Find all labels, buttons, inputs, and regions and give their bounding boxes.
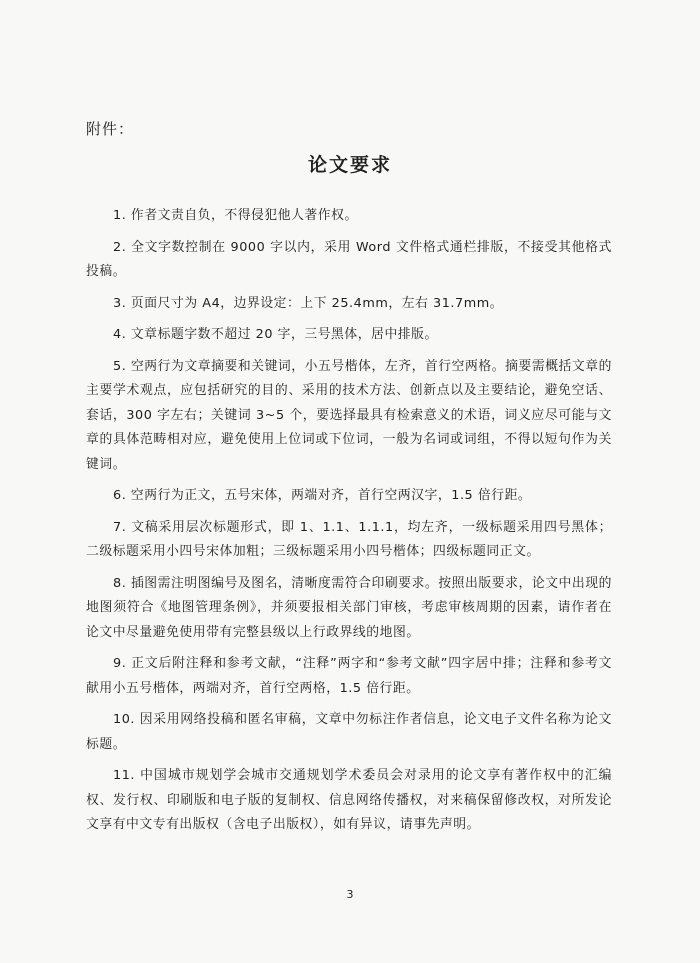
requirement-item-3: 3. 页面尺寸为 A4，边界设定：上下 25.4mm，左右 31.7mm。 [113, 295, 504, 311]
requirement-item-4: 4. 文章标题字数不超过 20 字，三号黑体，居中排版。 [113, 327, 438, 342]
requirement-item-10: 10. 因采用网络投稿和匿名审稿，文章中勿标注作者信息，论文电子文件名称为论文标题。 [86, 712, 612, 752]
page-title: 论文要求 [307, 154, 392, 176]
requirement-item-8: 8. 插图需注明图编号及图名，清晰度需符合印刷要求。按照出版要求，论文中出现的地图须符合《地图管理条例》，并须要报相关部门审核，考虑审核周期的因素，请作者在论文中尽量避免使用带有完整县级以上行政界线的地图。 [86, 575, 612, 640]
requirement-item-2: 2. 全文字数控制在 9000 字以内，采用 Word 文件格式通栏排版，不接受其他格式投稿。 [86, 239, 612, 279]
requirement-item-9: 9. 正文后附注释和参考文献，“注释”两字和“参考文献”四字居中排；注释和参考文献用小五号楷体，两端对齐，首行空两格，1.5 倍行距。 [86, 656, 612, 696]
requirements-list [86, 204, 612, 845]
requirement-item-1: 1. 作者文责自负，不得侵犯他人著作权。 [113, 208, 358, 223]
requirement-item-11: 11. 中国城市规划学会城市交通规划学术委员会对录用的论文享有著作权中的汇编权、发行权、印刷版和电子版的复制权、信息网络传播权，对来稿保留修改权，对所发论文享有中文专有出版权（含电子出版权），如有异议，请事先声明。 [86, 768, 612, 832]
requirement-item-6: 6. 空两行为正文，五号宋体，两端对齐，首行空两汉字，1.5 倍行距。 [113, 488, 532, 503]
requirement-item-5: 5. 空两行为文章摘要和关键词，小五号楷体，左齐，首行空两格。摘要需概括文章的主要学术观点，应包括研究的目的、采用的技术方法、创新点以及主要结论，避免空话、套话，300 字左右；关键词 3~5 个，要选择最具有检索意义的术语，词义应尽可能与文章的具体范畴相对应，避免使用上位词或下位词，一般为名词或词组，不得以短句作为关键词。 [86, 358, 612, 472]
attachment-label: 附件： [86, 120, 135, 138]
requirement-item-7: 7. 文稿采用层次标题形式，即 1、1.1、1.1.1，均左齐，一级标题采用四号黑体；二级标题采用小四号宋体加粗；三级标题采用小四号楷体；四级标题同正文。 [86, 519, 612, 559]
page-number: 3 [346, 888, 354, 901]
